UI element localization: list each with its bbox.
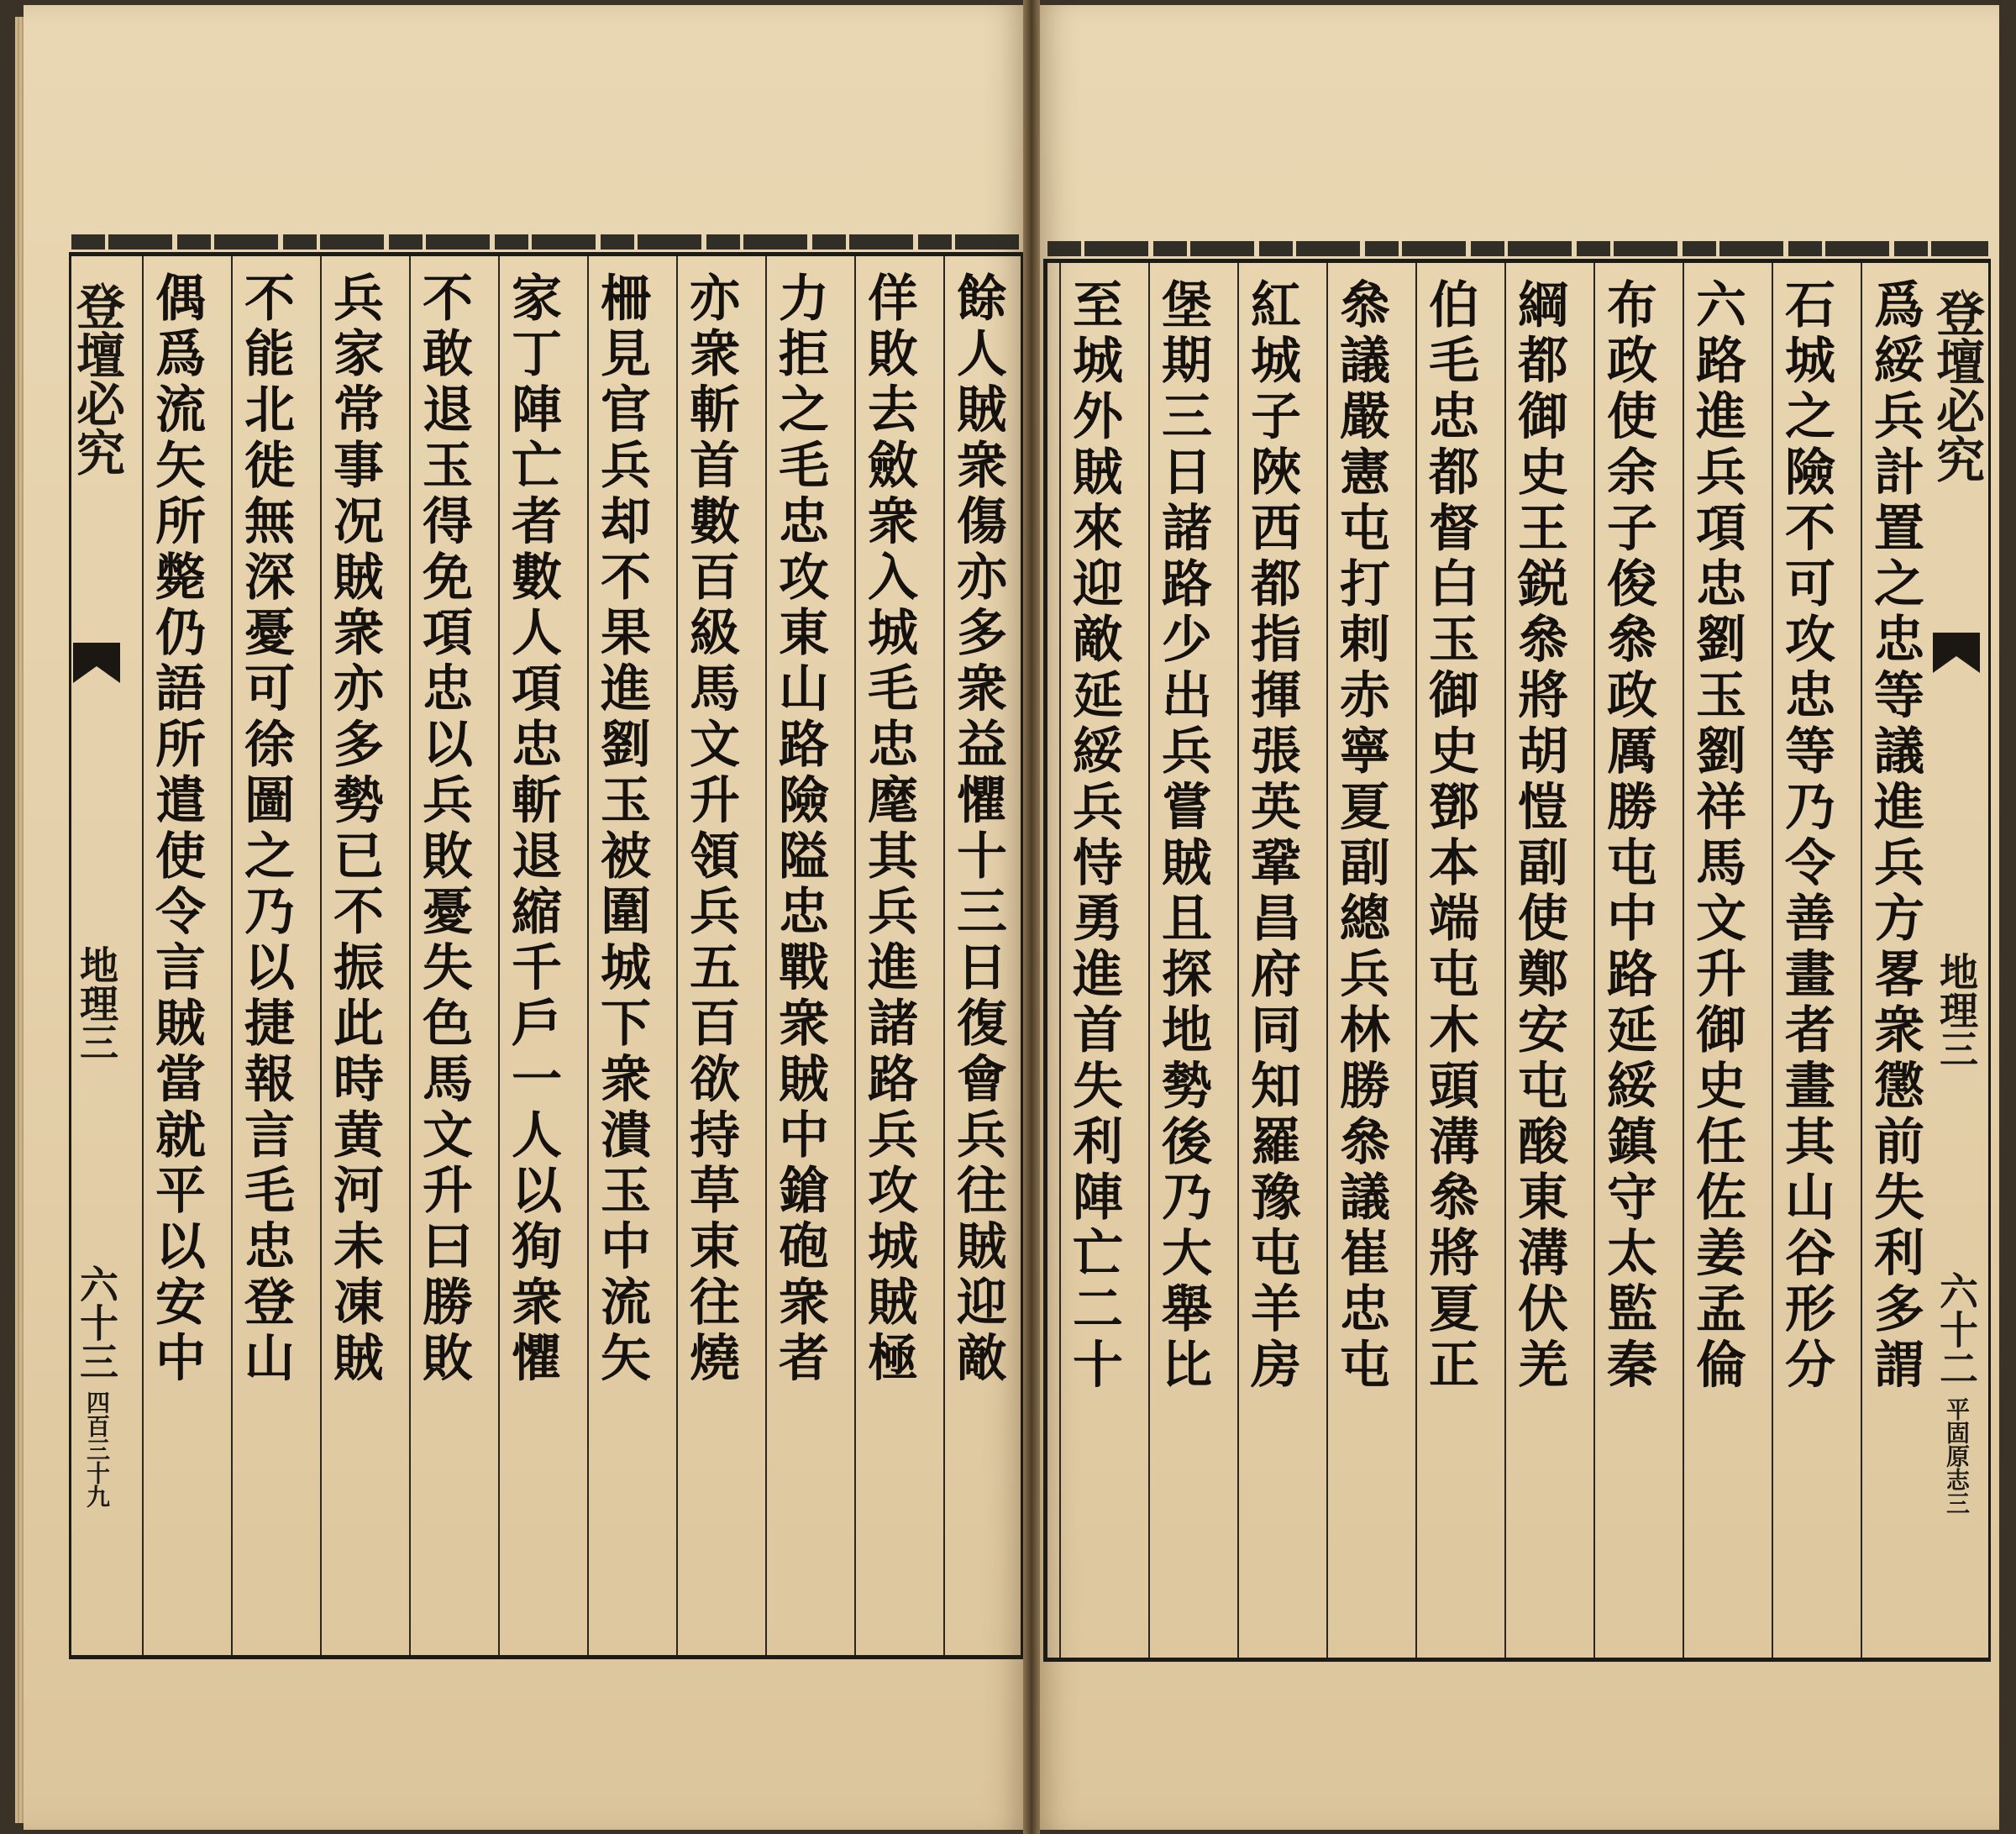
text-column: 叅議嚴憲屯打剌赤寧夏副總兵林勝叅議崔忠屯	[1331, 278, 1390, 1394]
folio-number: 六十二	[1934, 1271, 1979, 1387]
right-page-frame	[1043, 259, 1991, 1662]
text-column: 力拒之毛忠攻東山路險隘忠戰衆賊中鎗砲衆者	[770, 271, 829, 1387]
text-column: 石城之險不可攻忠等乃令善畫者畫其山谷形分	[1777, 278, 1835, 1394]
folio-note: 平固原志三	[1943, 1397, 1971, 1515]
text-column: 六路進兵項忠劉玉劉祥馬文升御史任佐姜孟倫	[1688, 278, 1746, 1394]
text-column: 紅城子陜西都指揮張英鞏昌府同知羅豫屯羊房	[1242, 278, 1301, 1394]
text-column: 佯敗去斂衆入城毛忠麾其兵進諸路兵攻城賊極	[859, 271, 918, 1387]
section-label: 地理三	[1934, 952, 1979, 1068]
column-rule	[231, 256, 233, 1655]
text-column: 布政使余子俊叅政厲勝屯中路延綏鎮守太監秦	[1599, 278, 1657, 1394]
column-rule	[1772, 263, 1773, 1658]
book-title: 登壇必究	[68, 281, 125, 476]
column-rule	[765, 256, 767, 1655]
right-page-margin	[1928, 263, 1985, 1658]
column-rule	[142, 256, 144, 1655]
column-rule	[1504, 263, 1506, 1658]
column-rule	[1148, 263, 1150, 1658]
column-rule	[320, 256, 322, 1655]
text-column: 柵見官兵却不果進劉玉被圍城下衆潰玉中流矢	[592, 271, 651, 1387]
text-column: 伯毛忠都督白玉御史鄧本端屯木頭溝叅將夏正	[1420, 278, 1479, 1394]
folio-number: 六十三	[74, 1264, 119, 1380]
fishtail-mark-icon	[1933, 633, 1980, 673]
text-column: 堡期三日諸路少出兵嘗賊且探地勢後乃大舉比	[1153, 278, 1212, 1394]
column-rule	[1326, 263, 1328, 1658]
column-rule	[1237, 263, 1239, 1658]
text-column: 餘人賊衆傷亦多衆益懼十三日復會兵往賊迎敵	[948, 271, 1007, 1387]
text-column: 偶爲流矢所斃仍語所遣使令言賊當就平以安中	[147, 271, 206, 1387]
column-rule	[1593, 263, 1595, 1658]
column-rule	[1683, 263, 1684, 1658]
text-column: 至城外賊來迎敵延綏兵恃勇進首失利陣亡二十	[1064, 278, 1123, 1394]
column-rule	[676, 256, 678, 1655]
text-column: 不敢退玉得免項忠以兵敗憂失色馬文升曰勝敗	[414, 271, 473, 1387]
column-rule	[498, 256, 500, 1655]
text-column: 家丁陣亡者數人項忠斬退縮千戶一人以狥衆懼	[503, 271, 562, 1387]
column-rule	[854, 256, 856, 1655]
text-column: 爲綏兵計置之忠等議進兵方畧衆懲前失利多謂	[1866, 278, 1924, 1394]
book-gutter	[1023, 0, 1040, 1834]
left-page-frame	[69, 252, 1025, 1659]
section-label: 地理三	[74, 945, 119, 1061]
book-title: 登壇必究	[1928, 288, 1985, 483]
left-page-margin	[68, 256, 125, 1655]
column-rule	[587, 256, 589, 1655]
text-column: 不能北徙無深憂可徐圖之乃以捷報言毛忠登山	[236, 271, 295, 1387]
text-column: 綱都御史王鋭叅將胡愷副使鄭安屯酸東溝伏羌	[1509, 278, 1568, 1394]
column-rule	[1415, 263, 1417, 1658]
column-rule	[1861, 263, 1862, 1658]
text-column: 兵家常事况賊衆亦多勢已不振此時黄河未凍賊	[325, 271, 384, 1387]
text-column: 亦衆斬首數百級馬文升領兵五百欲持草束往燒	[681, 271, 740, 1387]
folio-note: 四百三十九	[83, 1390, 111, 1508]
column-rule	[1059, 263, 1061, 1658]
column-rule	[409, 256, 411, 1655]
column-rule	[943, 256, 945, 1655]
fishtail-mark-icon	[73, 643, 120, 683]
